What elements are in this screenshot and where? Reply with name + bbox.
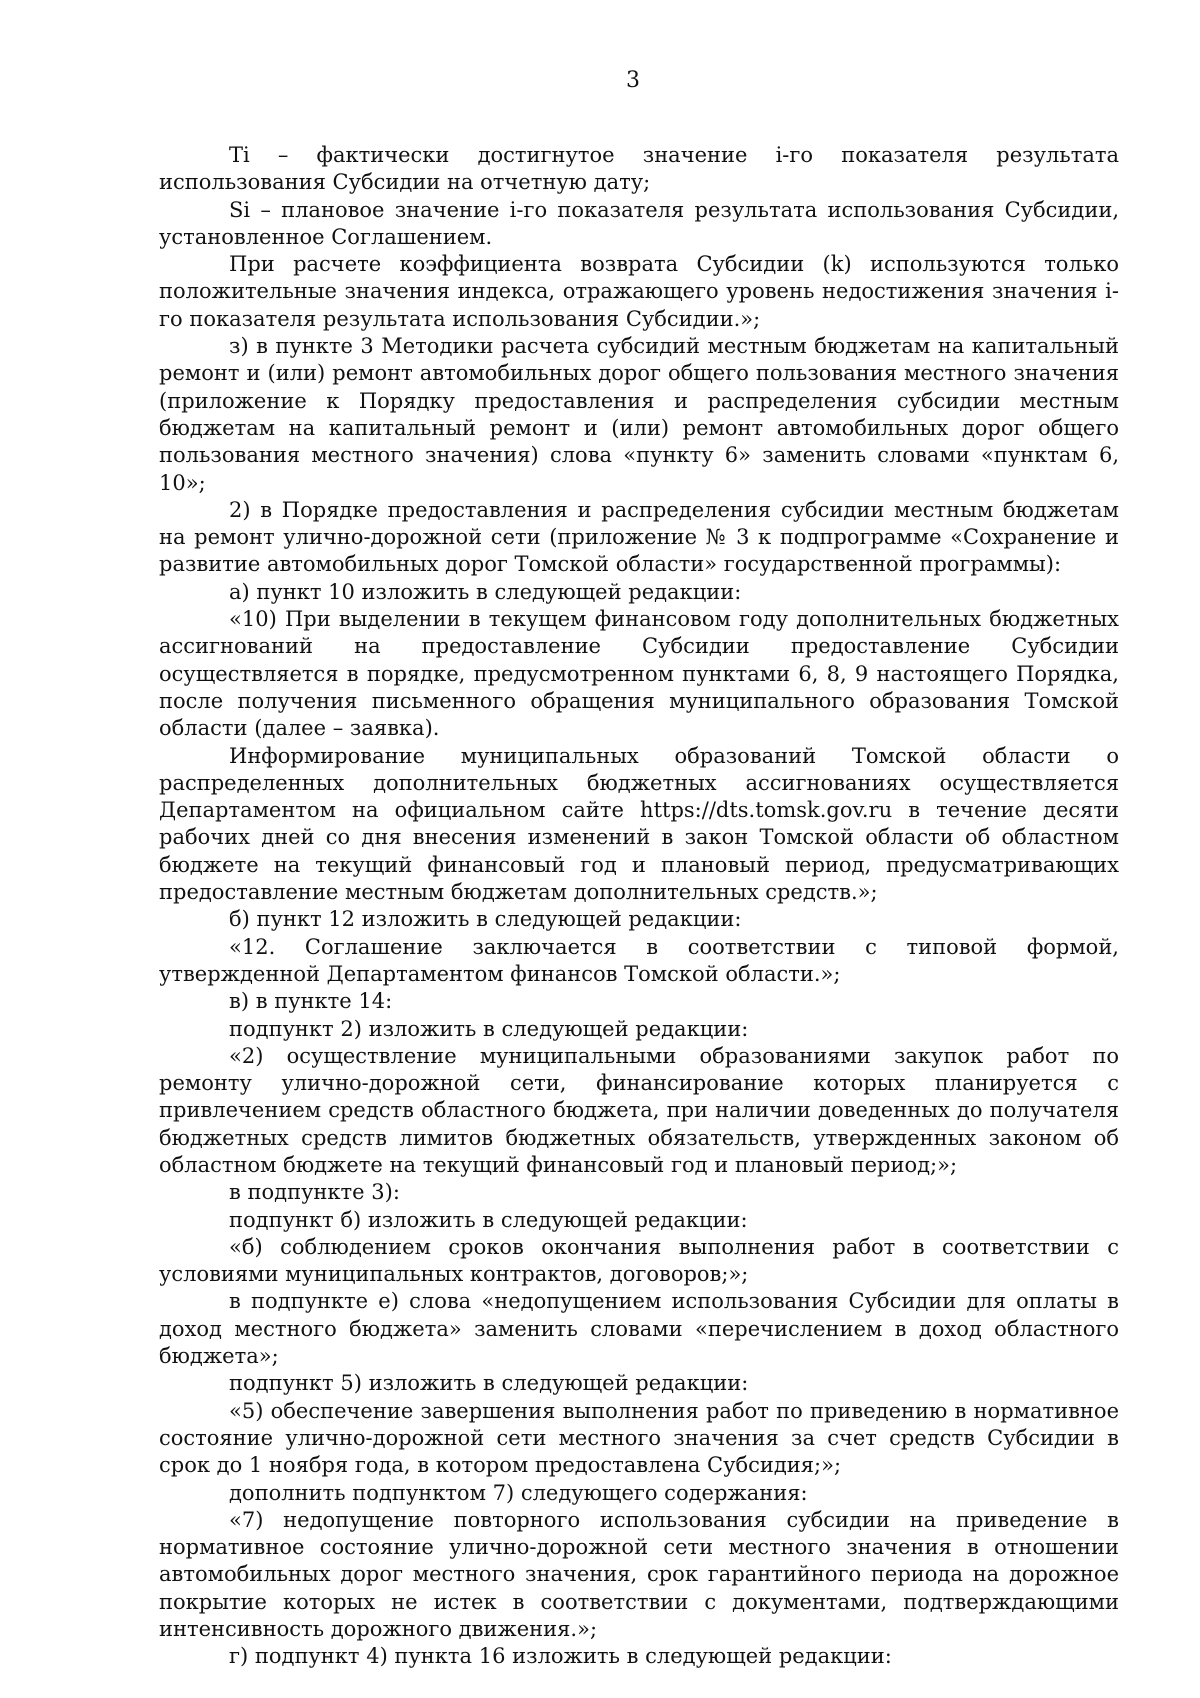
paragraph-subpoint-5-intro: подпункт 5) изложить в следующей редакции:: [229, 1371, 749, 1396]
paragraph-subpoint-7-text: «7) недопущение повторного использования субсидии на приведение в нормативное состояние улично-дорожной сети местного значения в отношении автомобильных дорог местного значения, срок гарантийного периода на дорожное покрытие которых не истек в соответствии с документами, подтверждающими интенсивность дорожного движения.»;: [159, 1507, 1119, 1642]
paragraph-subpoint-b-text: «б) соблюдением сроков окончания выполнения работ в соответствии с условиями муниципальных контрактов, договоров;»;: [159, 1234, 1119, 1287]
paragraph-subpoint-3-intro: в подпункте 3):: [229, 1180, 400, 1205]
paragraph-g-point-16: г) подпункт 4) пункта 16 изложить в следующей редакции:: [229, 1644, 892, 1669]
paragraph-subpoint-b-intro: подпункт б) изложить в следующей редакции:: [229, 1207, 748, 1232]
paragraph-subpoint-5-text: «5) обеспечение завершения выполнения работ по приведению в нормативное состояние улично-дорожной сети местного значения за счет средств Субсидии в срок до 1 ноября года, в котором предоставлена Субсидия;»;: [159, 1398, 1119, 1478]
paragraph-coefficient-note: При расчете коэффициента возврата Субсидии (k) используются только положительные значения индекса, отражающего уровень недостижения значения i-го показателя результата использования Субсидии.»;: [159, 252, 1119, 331]
paragraph-informing: Информирование муниципальных образований Томской области о распределенных дополнительных бюджетных ассигнованиях осуществляется Департаментом на официальном сайте https://dts.tomsk.gov.ru в течение десяти рабочих дней со дня внесения изменений в закон Томской области об областном бюджете на текущий финансовый год и плановый период, предусматривающих предоставление местным бюджетам дополнительных средств.»;: [159, 743, 1119, 905]
paragraph-ti-definition: Ti – фактически достигнутое значение i-го показателя результата использования Субсидии на отчетную дату;: [159, 143, 1119, 195]
document-body: [159, 142, 1119, 1671]
paragraph-subpoint-2-intro: подпункт 2) изложить в следующей редакции:: [229, 1016, 749, 1041]
paragraph-v-point-14: в) в пункте 14:: [229, 989, 393, 1014]
paragraph-a-point-10: а) пункт 10 изложить в следующей редакции:: [229, 579, 742, 604]
paragraph-subpoint-e-text: в подпункте е) слова «недопущением использования Субсидии для оплаты в доход местного бюджета» заменить словами «перечислением в доход областного бюджета»;: [159, 1289, 1119, 1369]
paragraph-subpoint-2-text: «2) осуществление муниципальными образованиями закупок работ по ремонту улично-дорожной сети, финансирование которых планируется с привлечением средств областного бюджета, при наличии доведенных до получателя бюджетных средств лимитов бюджетных обязательств, утвержденных законом об областном бюджете на текущий финансовый год и плановый период;»;: [159, 1043, 1119, 1177]
paragraph-b-point-12: б) пункт 12 изложить в следующей редакции:: [229, 907, 742, 932]
paragraph-2-procedure: 2) в Порядке предоставления и распределения субсидии местным бюджетам на ремонт улично-дорожной сети (приложение № 3 к подпрограмме «Сохранение и развитие автомобильных дорог Томской области» государственной программы):: [159, 497, 1119, 577]
paragraph-point-12-text: «12. Соглашение заключается в соответствии с типовой формой, утвержденной Департаментом финансов Томской области.»;: [159, 934, 1119, 986]
paragraph-point-10-text: «10) При выделении в текущем финансовом году дополнительных бюджетных ассигнований на предоставление Субсидии предоставление Субсидии осуществляется в порядке, предусмотренном пунктами 6, 8, 9 настоящего Порядка, после получения письменного обращения муниципального образования Томской области (далее – заявка).: [159, 607, 1119, 741]
paragraph-z-methodology: з) в пункте 3 Методики расчета субсидий местным бюджетам на капитальный ремонт и (или) ремонт автомобильных дорог общего пользования местного значения (приложение к Порядку предоставления и распределения субсидии местным бюджетам на капитальный ремонт и (или) ремонт автомобильных дорог общего пользования местного значения) слова «пункту 6» заменить словами «пунктам 6, 10»;: [159, 334, 1119, 495]
paragraph-subpoint-7-intro: дополнить подпунктом 7) следующего содержания:: [229, 1480, 808, 1505]
page-number: 3: [626, 68, 640, 93]
paragraph-si-definition: Si – плановое значение i-го показателя результата использования Субсидии, установленное Соглашением.: [159, 197, 1119, 249]
